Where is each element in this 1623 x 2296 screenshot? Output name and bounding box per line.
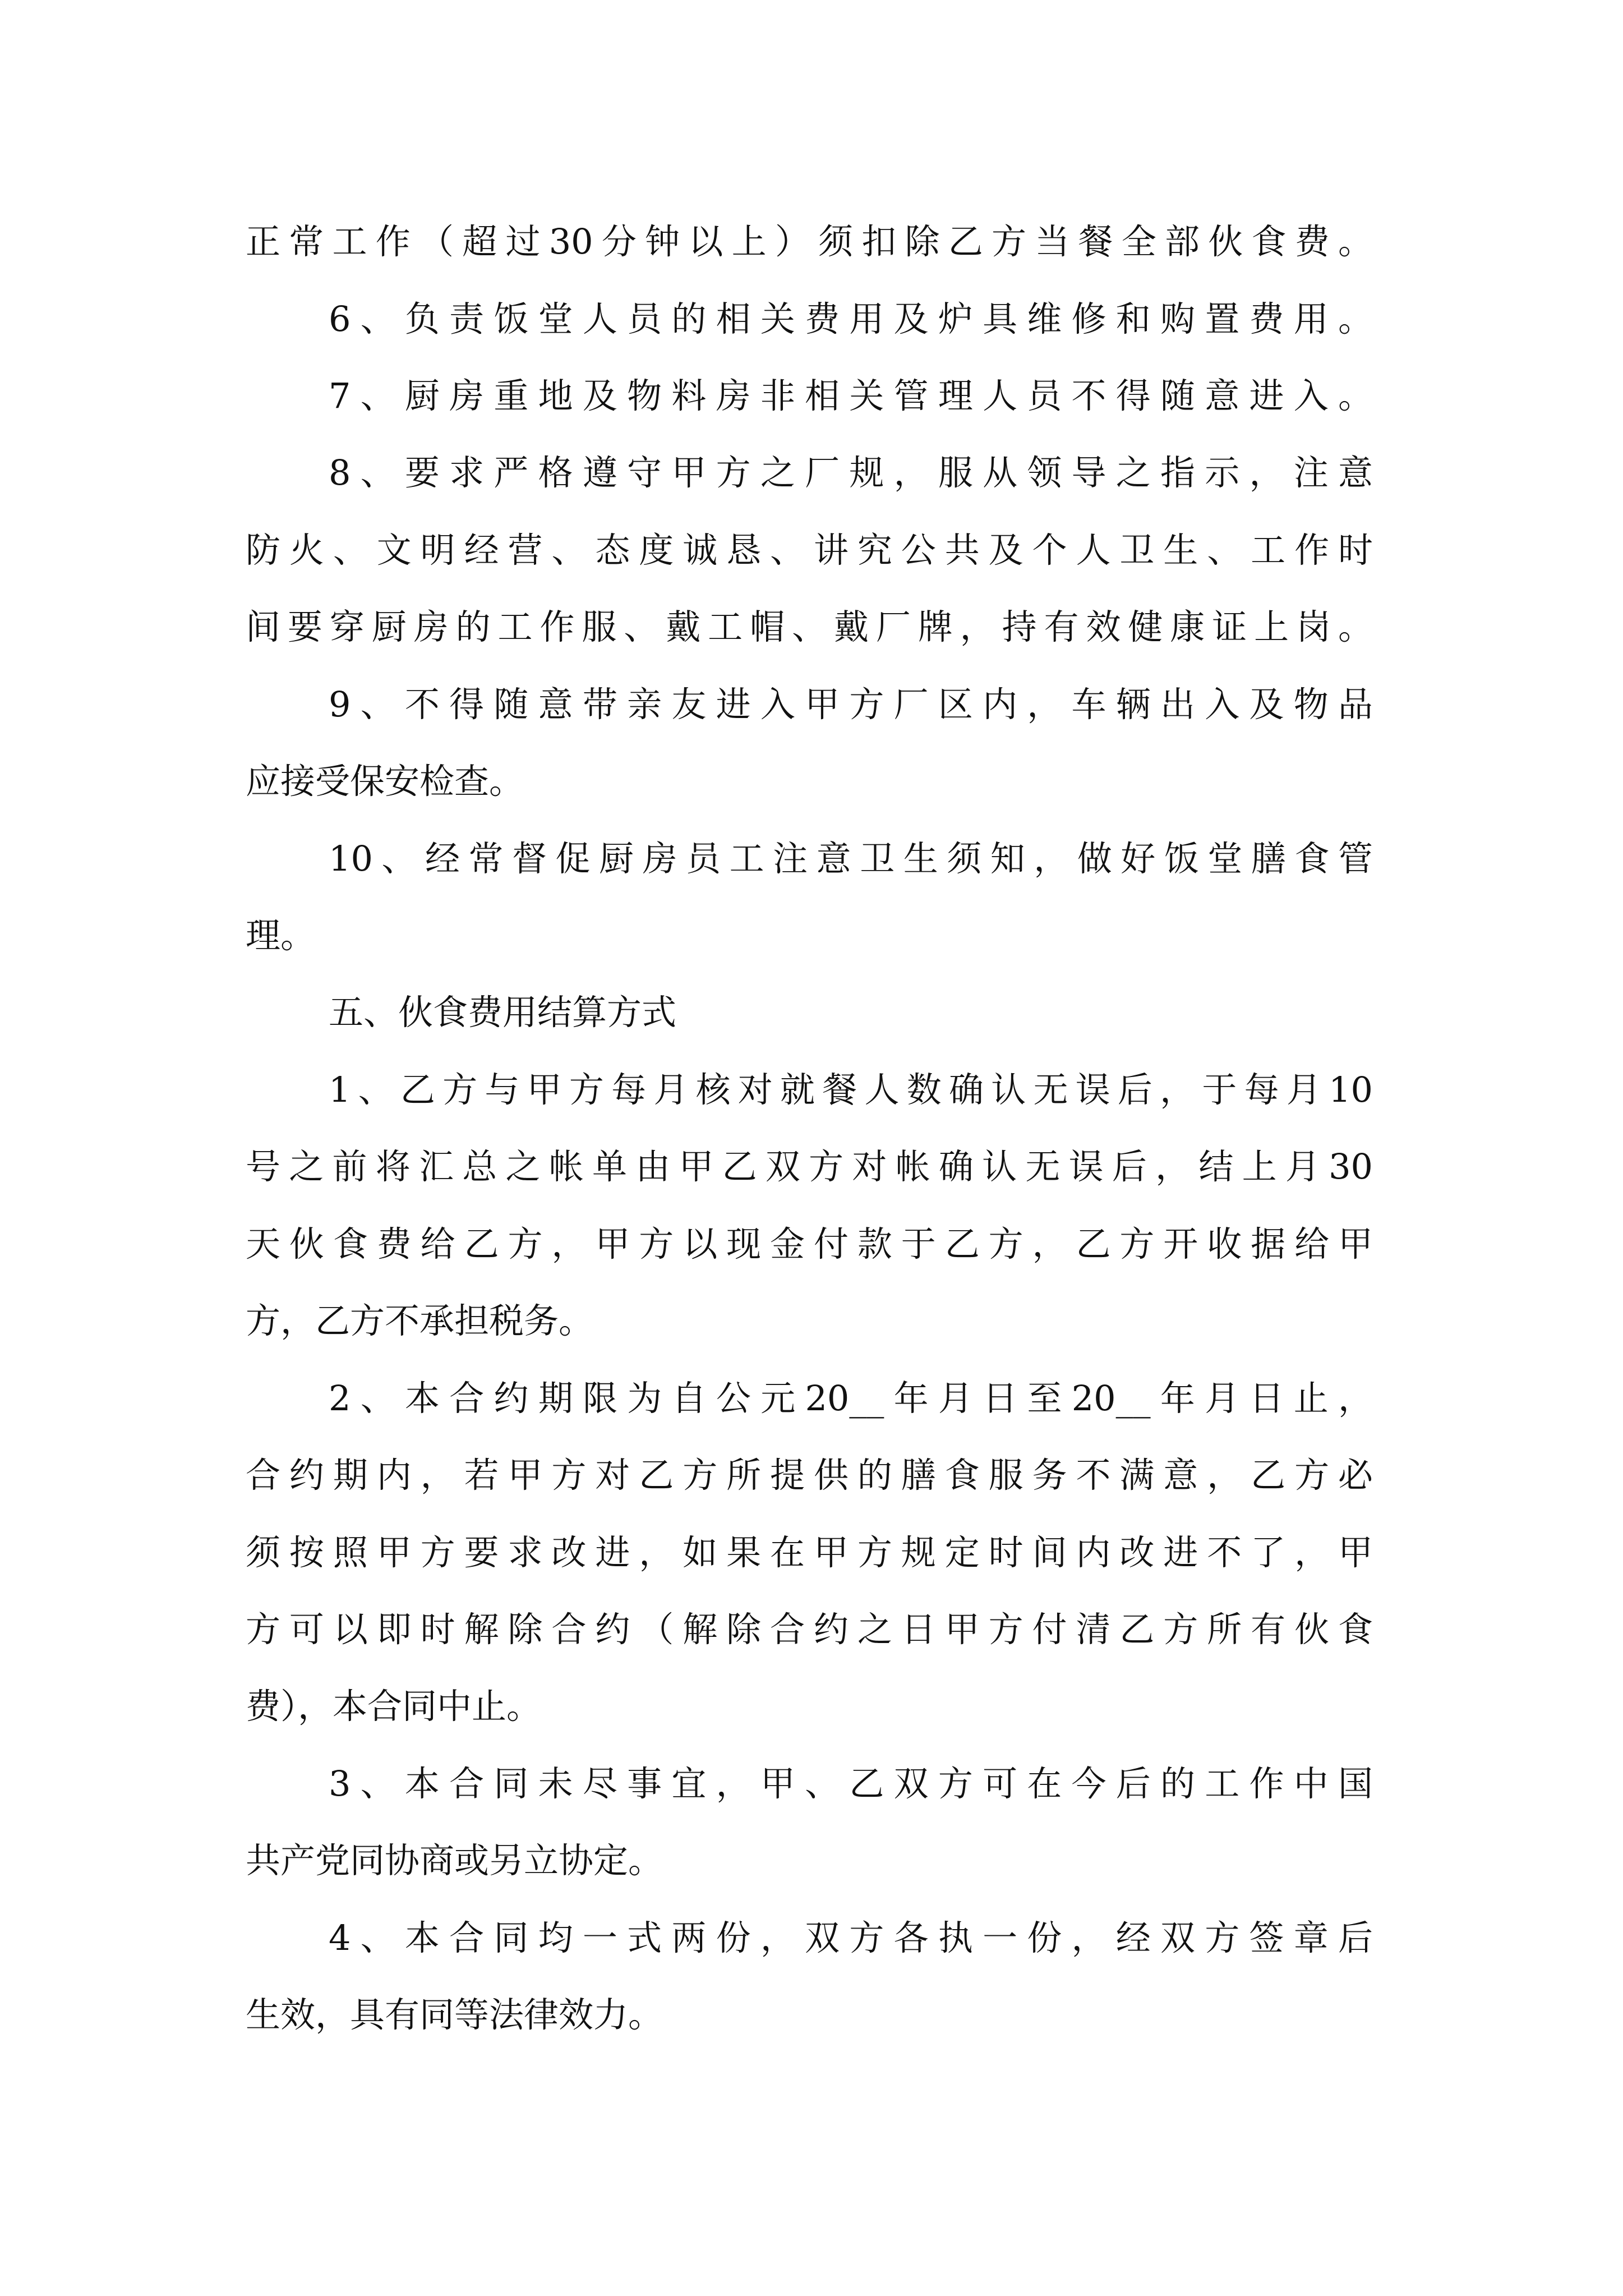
text-line: 9、不得随意带亲友进入甲方厂区内，车辆出入及物品 xyxy=(329,684,1373,725)
text-line: 天伙食费给乙方，甲方以现金付款于乙方，乙方开收据给甲 xyxy=(246,1223,1373,1264)
text-line: 10、经常督促厨房员工注意卫生须知，做好饭堂膳食管 xyxy=(329,838,1373,879)
text-line: 方，乙方不承担税务。 xyxy=(246,1300,594,1341)
text-line: 1、乙方与甲方每月核对就餐人数确认无误后，于每月10 xyxy=(329,1069,1373,1110)
text-line: 号之前将汇总之帐单由甲乙双方对帐确认无误后，结上月30 xyxy=(246,1146,1373,1187)
text-line: 间要穿厨房的工作服、戴工帽、戴厂牌，持有效健康证上岗。 xyxy=(246,606,1373,647)
text-line: 3、本合同未尽事宜，甲、乙双方可在今后的工作中国 xyxy=(329,1763,1373,1804)
text-line: 须按照甲方要求改进，如果在甲方规定时间内改进不了，甲 xyxy=(246,1532,1373,1573)
text-line: 共产党同协商或另立协定。 xyxy=(246,1840,663,1881)
section-heading: 五、伙食费用结算方式 xyxy=(329,992,677,1033)
text-line: 防火、文明经营、态度诚恳、讲究公共及个人卫生、工作时 xyxy=(246,530,1373,570)
text-line: 费），本合同中止。 xyxy=(246,1686,542,1727)
text-line: 6、负责饭堂人员的相关费用及炉具维修和购置费用。 xyxy=(329,298,1373,339)
text-line: 生效，具有同等法律效力。 xyxy=(246,1994,663,2035)
text-line: 理。 xyxy=(246,915,316,956)
text-line: 正常工作（超过30分钟以上）须扣除乙方当餐全部伙食费。 xyxy=(246,221,1373,262)
text-line: 合约期内，若甲方对乙方所提供的膳食服务不满意，乙方必 xyxy=(246,1455,1373,1496)
text-line: 4、本合同均一式两份，双方各执一份，经双方签章后 xyxy=(329,1917,1373,1958)
text-line: 方可以即时解除合约（解除合约之日甲方付清乙方所有伙食 xyxy=(246,1609,1373,1650)
text-line: 2、本合约期限为自公元20__年月日至20__年月日止， xyxy=(329,1378,1373,1419)
text-line: 8、要求严格遵守甲方之厂规，服从领导之指示，注意 xyxy=(329,452,1373,493)
text-line: 应接受保安检查。 xyxy=(246,761,524,802)
text-line: 7、厨房重地及物料房非相关管理人员不得随意进入。 xyxy=(329,375,1373,416)
